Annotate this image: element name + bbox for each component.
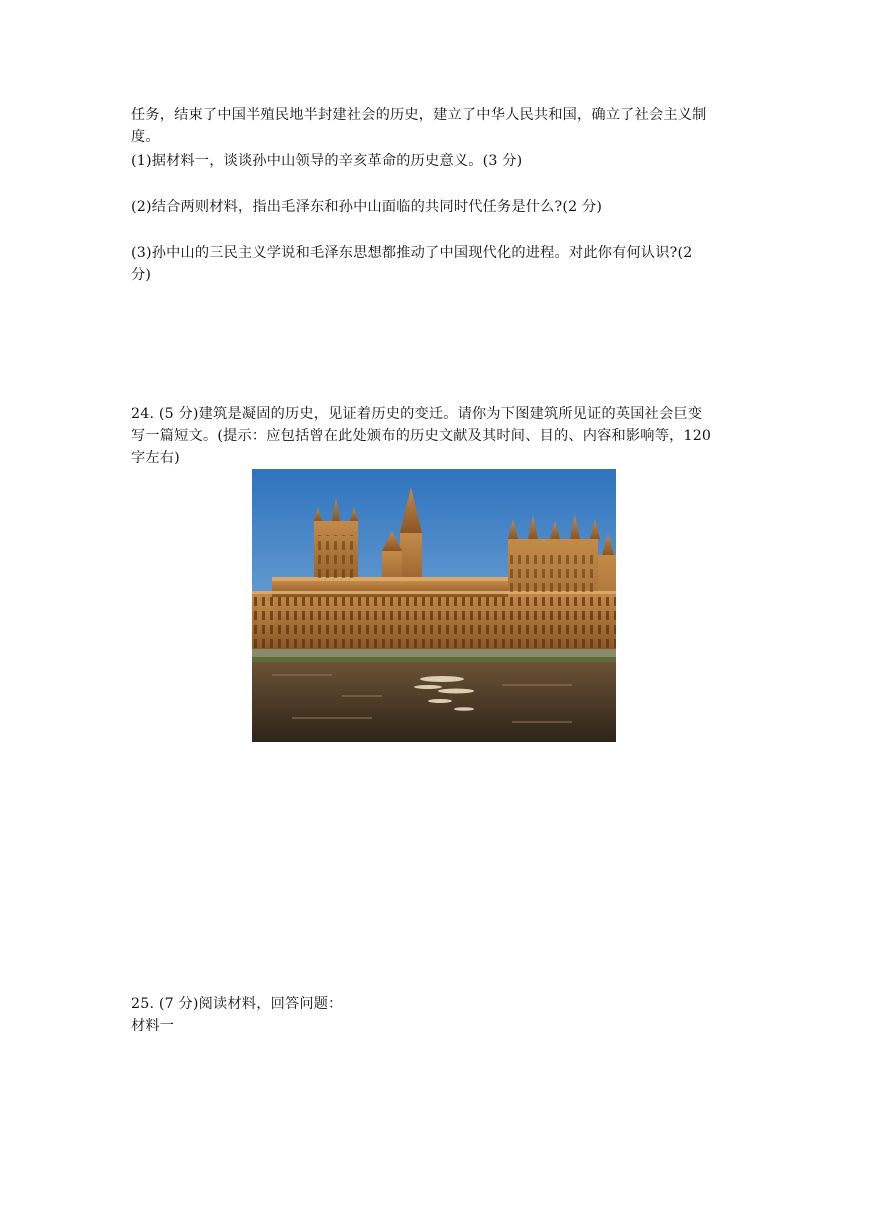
q23-subquestion-3: (3)孙中山的三民主义学说和毛泽东思想都推动了中国现代化的进程。对此你有何认识?(2 bbox=[131, 245, 693, 261]
q25-material-label: 材料一 bbox=[131, 1018, 175, 1034]
q23-text-line: 度。 bbox=[131, 129, 160, 145]
q25-prompt-line: 25. (7 分)阅读材料，回答问题： bbox=[131, 996, 343, 1012]
q23-subquestion-3-cont: 分) bbox=[131, 267, 152, 283]
q24-prompt-line: 字左右) bbox=[131, 450, 180, 466]
palace-of-westminster-photo bbox=[252, 469, 616, 742]
q23-subquestion-2: (2)结合两则材料，指出毛泽东和孙中山面临的共同时代任务是什么?(2 分) bbox=[131, 199, 603, 215]
q24-prompt-line: 写一篇短文。(提示：应包括曾在此处颁布的历史文献及其时间、目的、内容和影响等，120 bbox=[131, 428, 712, 444]
q23-text-line: 任务，结束了中国半殖民地半封建社会的历史，建立了中华人民共和国，确立了社会主义制 bbox=[131, 107, 707, 123]
q24-prompt-line: 24. (5 分)建筑是凝固的历史，见证着历史的变迁。请你为下图建筑所见证的英国社会巨变 bbox=[131, 406, 703, 422]
q23-subquestion-1: (1)据材料一，谈谈孙中山领导的辛亥革命的历史意义。(3 分) bbox=[131, 153, 523, 169]
